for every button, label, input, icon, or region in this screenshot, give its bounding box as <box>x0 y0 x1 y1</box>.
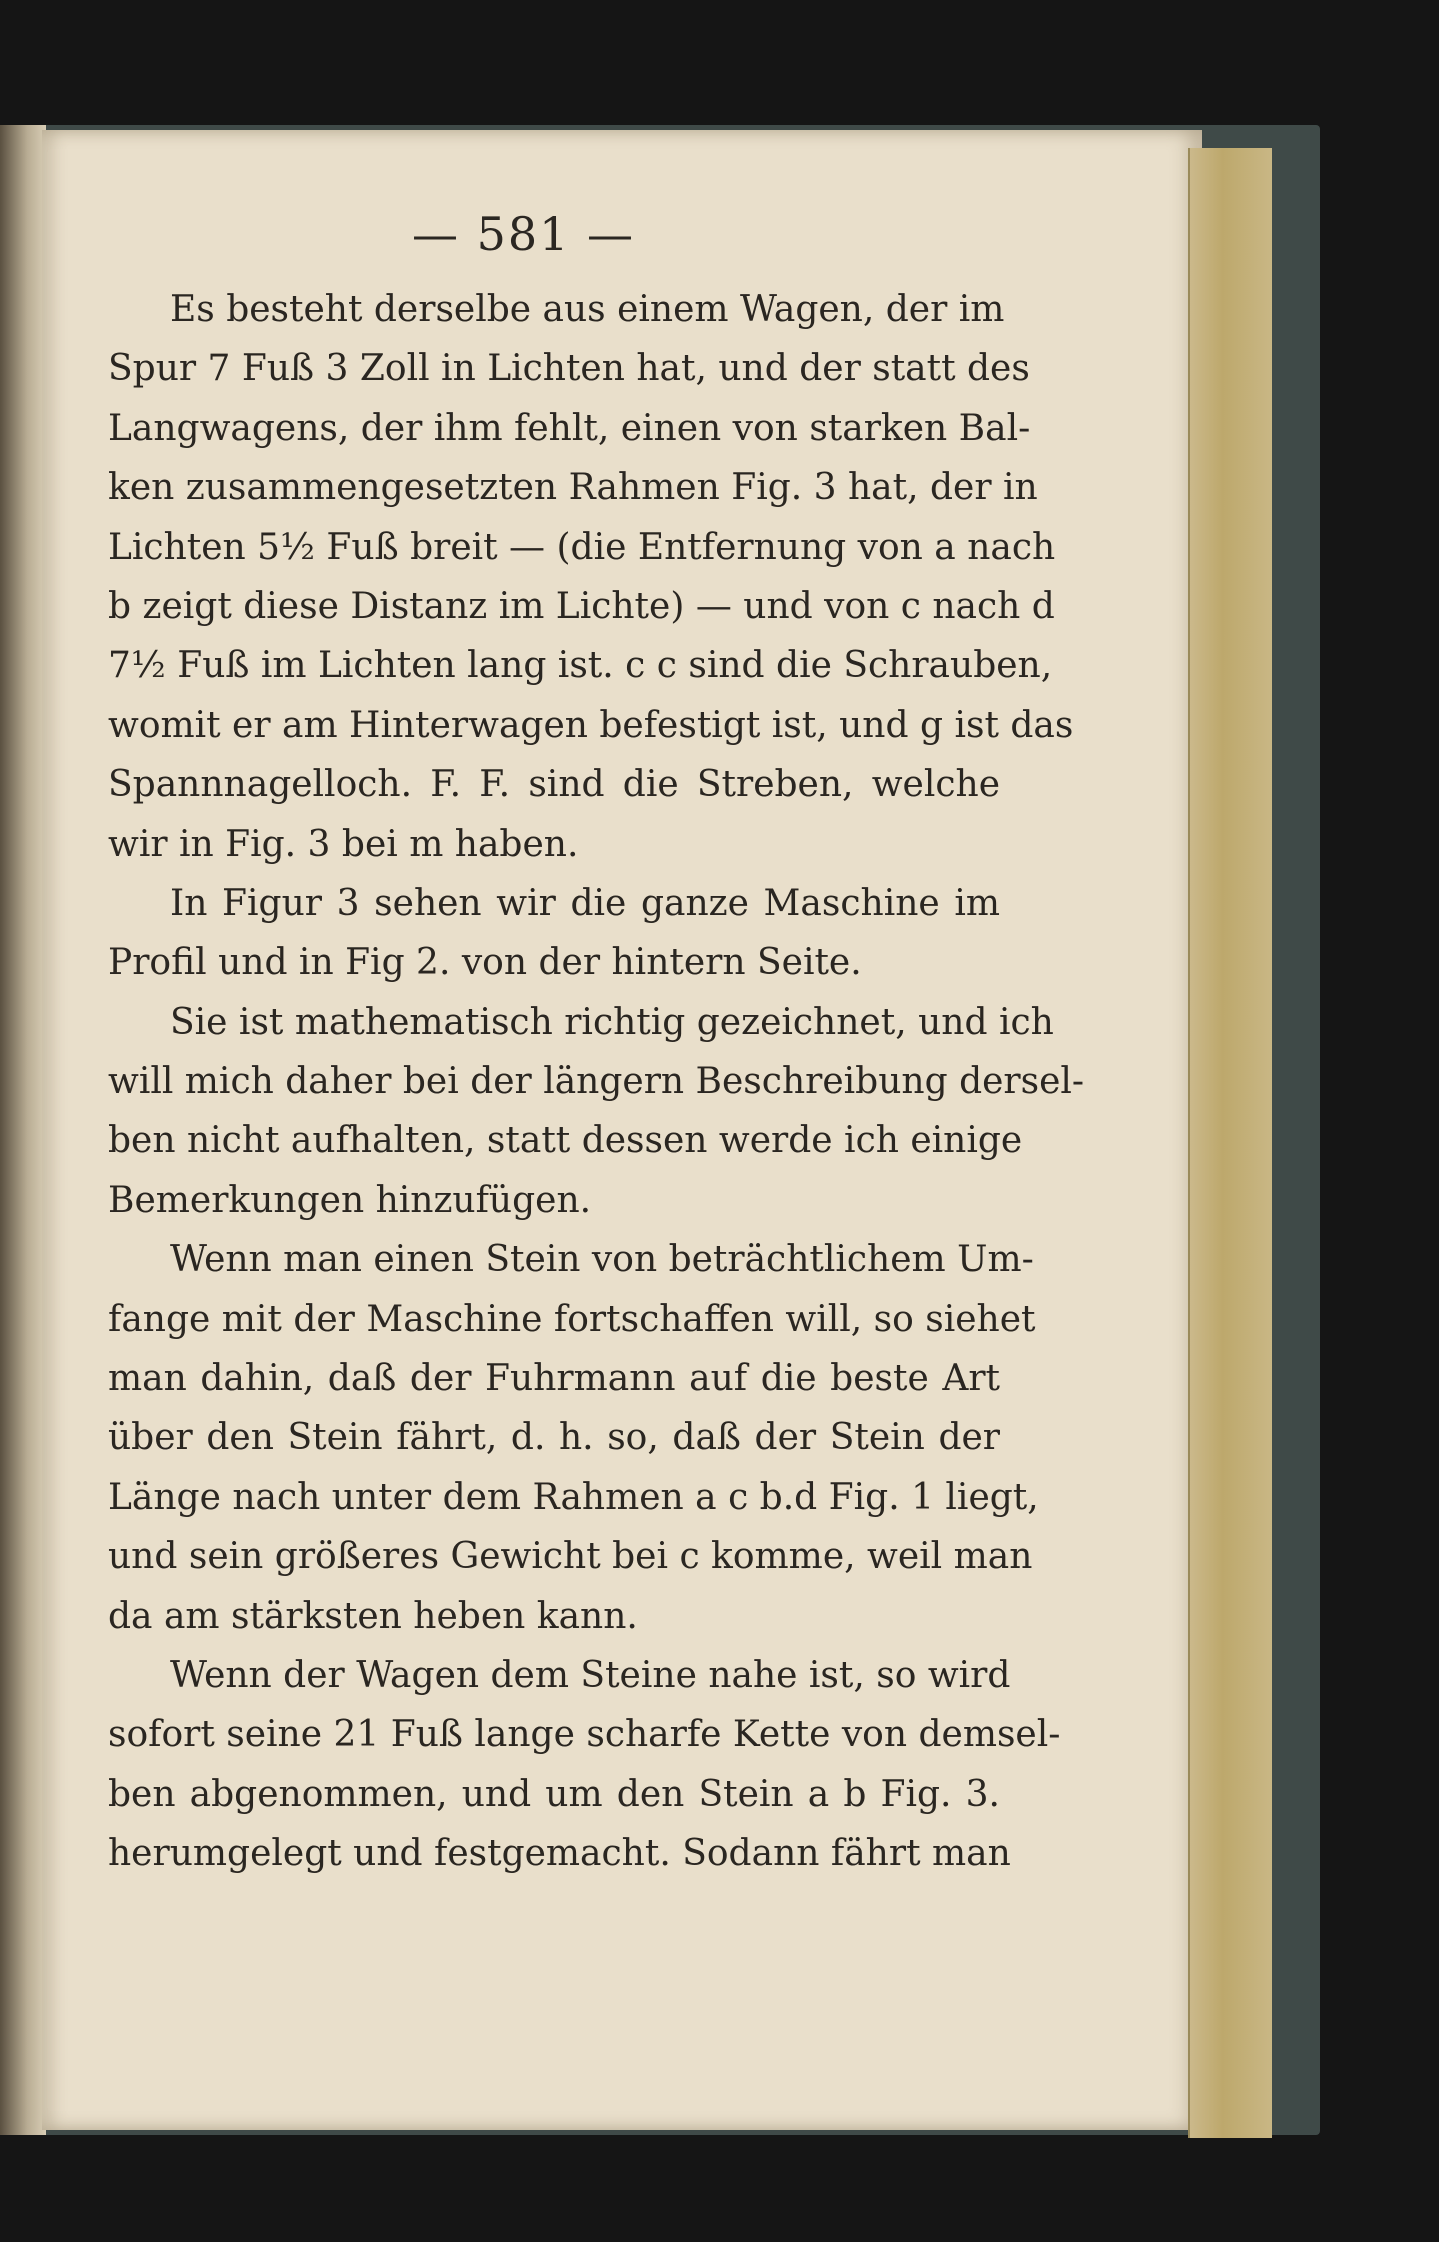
text-line: ben nicht aufhalten, statt dessen werde ich einige <box>108 1120 1023 1162</box>
text-line: womit er am Hinterwagen befestigt ist, und g ist das <box>108 704 1074 746</box>
text-line: Lichten 5½ Fuß breit — (die Entfernung von a nach <box>108 526 1056 568</box>
text-line: über den Stein fährt, d. h. so, daß der Stein der <box>108 1417 1000 1459</box>
text-line: herumgelegt und festgemacht. Sodann fährt man <box>108 1833 1011 1875</box>
binding-edge <box>0 125 46 2135</box>
text-line: Profil und in Fig 2. von der hintern Seite. <box>108 942 862 984</box>
text-line: wir in Fig. 3 bei m haben. <box>108 823 579 865</box>
text-line: Es besteht derselbe aus einem Wagen, der im <box>170 289 1005 330</box>
text-line: Bemerkungen hinzufügen. <box>108 1179 592 1221</box>
text-line: da am stärksten heben kann. <box>108 1595 638 1637</box>
text-line: b zeigt diese Distanz im Lichte) — und von c nach d <box>108 585 1055 627</box>
text-line: Länge nach unter dem Rahmen a c b.d Fig. 1 liegt, <box>108 1476 1039 1518</box>
body-text <box>108 280 1085 1884</box>
text-line: Spannnagelloch. F. F. sind die Streben, welche <box>108 764 1000 806</box>
text-line: fange mit der Maschine fortschaffen will, so siehet <box>108 1298 1036 1340</box>
text-line: man dahin, daß der Fuhrmann auf die beste Art <box>108 1358 1000 1400</box>
text-line: und sein größeres Gewicht bei c komme, weil man <box>108 1536 1033 1578</box>
text-line: Wenn man einen Stein von beträchtlichem Um- <box>170 1239 1034 1281</box>
text-line: ben abgenommen, und um den Stein a b Fig. 3. <box>108 1773 1000 1815</box>
text-line: Spur 7 Fuß 3 Zoll in Lichten hat, und der statt des <box>108 348 1030 390</box>
page-number: — 581 — <box>412 207 636 261</box>
page-fore-edge <box>1188 148 1272 2138</box>
text-line: In Figur 3 sehen wir die ganze Maschine im <box>170 882 1000 924</box>
text-line: Sie ist mathematisch richtig gezeichnet, und ich <box>170 1001 1054 1043</box>
text-line: will mich daher bei der längern Beschreibung dersel- <box>108 1061 1085 1103</box>
text-line: ken zusammengesetzten Rahmen Fig. 3 hat, der in <box>108 467 1038 509</box>
text-line: Wenn der Wagen dem Steine nahe ist, so wird <box>170 1654 1011 1696</box>
text-line: 7½ Fuß im Lichten lang ist. c c sind die Schrauben, <box>108 645 1053 687</box>
text-line: Langwagens, der ihm fehlt, einen von starken Bal- <box>108 407 1031 449</box>
text-line: sofort seine 21 Fuß lange scharfe Kette von demsel- <box>108 1714 1061 1756</box>
